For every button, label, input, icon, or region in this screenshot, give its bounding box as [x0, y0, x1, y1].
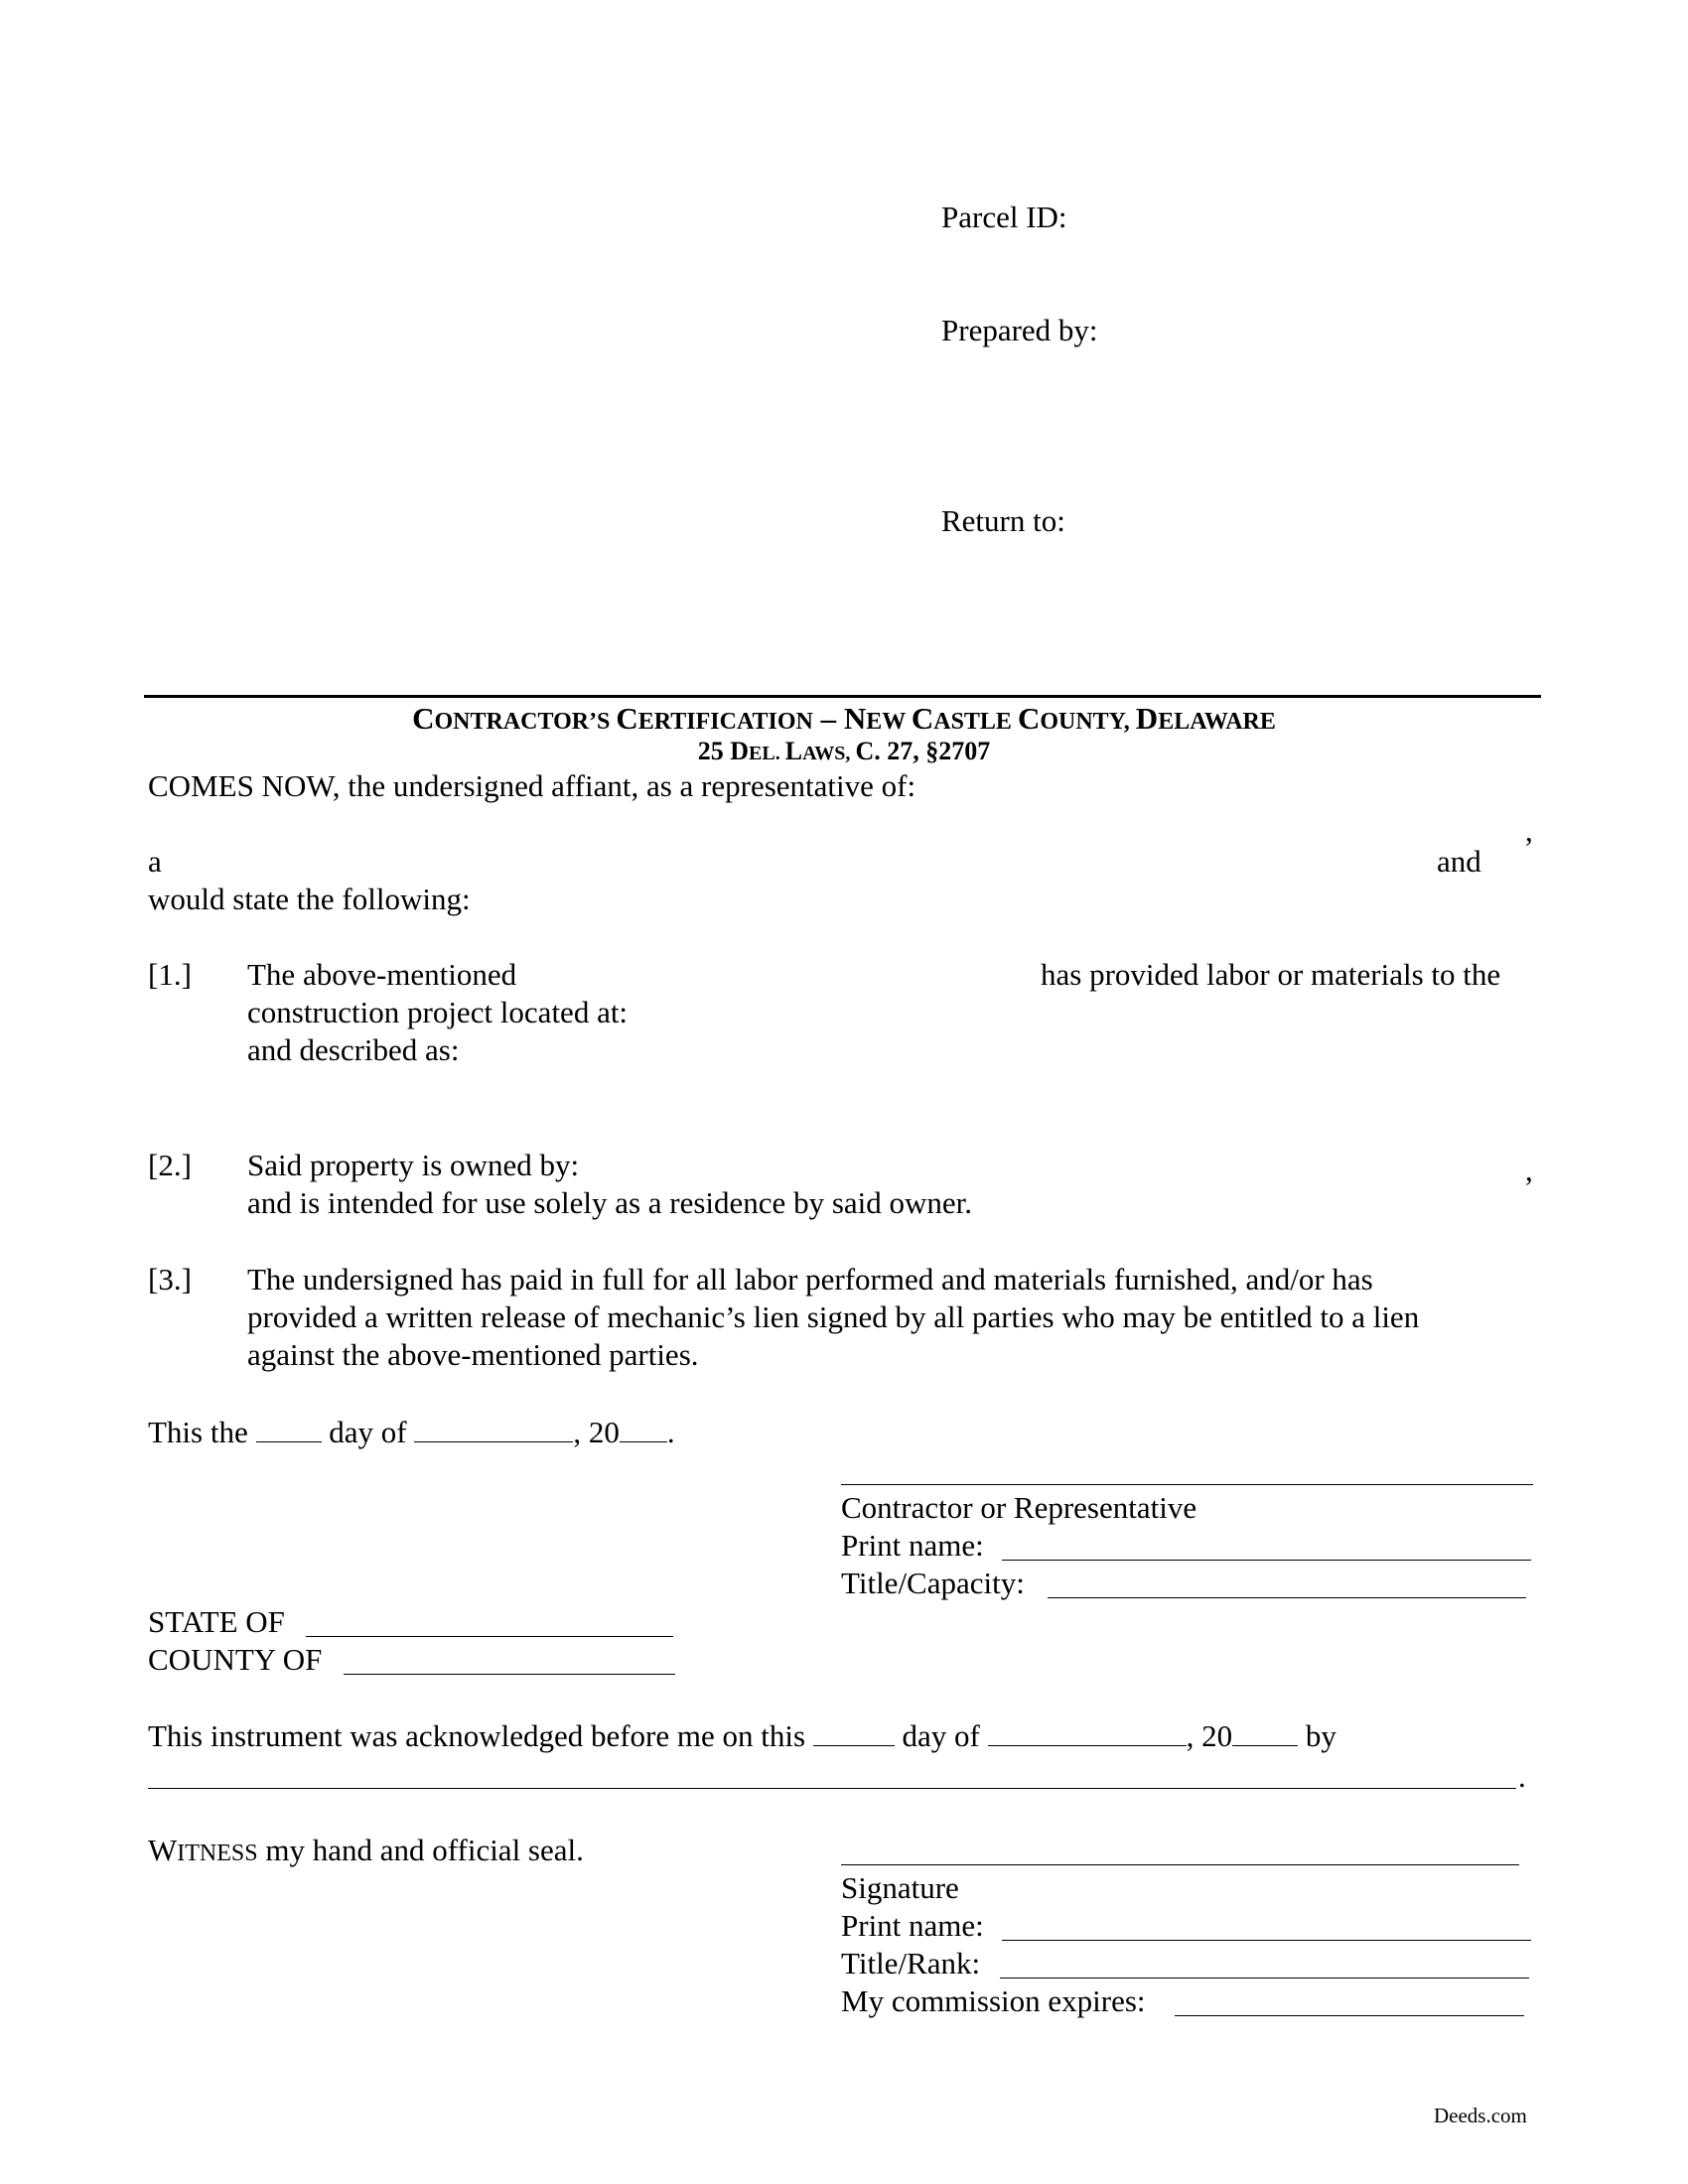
- comes-now-text: COMES NOW, the undersigned affiant, as a representative of:: [148, 768, 916, 803]
- item-2-number: [2.]: [148, 1148, 192, 1182]
- item-2-comma: ,: [1525, 1153, 1533, 1187]
- item-3-text-c: against the above-mentioned parties.: [247, 1337, 699, 1372]
- intro-and: and: [1437, 844, 1481, 879]
- ack-day-blank[interactable]: [813, 1744, 895, 1746]
- ack-month-blank[interactable]: [988, 1744, 1187, 1746]
- item-1-text-c: construction project located at:: [247, 995, 629, 1029]
- county-of-label: COUNTY OF: [148, 1642, 323, 1677]
- footer-brand: Deeds.com: [1434, 2104, 1527, 2127]
- intro-comma: ,: [1525, 813, 1533, 848]
- county-of-line[interactable]: [344, 1674, 675, 1675]
- item-3-number: [3.]: [148, 1262, 192, 1297]
- notary-title-line[interactable]: [1000, 1978, 1529, 1979]
- witness-text: WITNESS my hand and official seal.: [148, 1833, 584, 1867]
- header-divider: [144, 695, 1541, 698]
- item-2-text-b: and is intended for use solely as a residence by said owner.: [247, 1185, 973, 1220]
- month-blank[interactable]: [414, 1440, 573, 1442]
- year-blank[interactable]: [620, 1440, 667, 1442]
- execution-date-line: This the day of , 20 .: [148, 1415, 675, 1449]
- ack-year-blank[interactable]: [1232, 1744, 1298, 1746]
- return-to-label: Return to:: [941, 503, 1065, 538]
- ack-period: .: [1518, 1759, 1526, 1794]
- document-title: CONTRACTOR’S CERTIFICATION – NEW CASTLE COUNTY, DELAWARE: [412, 701, 1276, 736]
- notary-print-name-label: Print name:: [841, 1908, 984, 1943]
- contractor-signature-line[interactable]: [841, 1484, 1533, 1485]
- notary-title-label: Title/Rank:: [841, 1946, 981, 1980]
- statute-citation: 25 DEL. LAWS, C. 27, §2707: [697, 737, 991, 765]
- commission-expires-label: My commission expires:: [841, 1983, 1146, 2018]
- state-of-label: STATE OF: [148, 1604, 285, 1639]
- item-3-text-a: The undersigned has paid in full for all labor performed and materials furnished, and/or has: [247, 1262, 1373, 1297]
- day-blank[interactable]: [256, 1440, 322, 1442]
- item-1-text-b: has provided labor or materials to the: [1041, 957, 1501, 992]
- commission-expires-line[interactable]: [1175, 2015, 1524, 2016]
- intro-a: a: [148, 844, 162, 879]
- contractor-sig-label: Contractor or Representative: [841, 1490, 1197, 1525]
- notary-signature-line[interactable]: [841, 1864, 1519, 1865]
- contractor-title-line[interactable]: [1048, 1597, 1526, 1598]
- item-3-text-b: provided a written release of mechanic’s lien signed by all parties who may be entitled to a lien: [247, 1299, 1420, 1334]
- would-state-text: would state the following:: [148, 882, 471, 916]
- state-of-line[interactable]: [306, 1636, 673, 1637]
- parcel-id-label: Parcel ID:: [941, 200, 1067, 234]
- item-1-text-d: and described as:: [247, 1032, 460, 1067]
- notary-print-name-line[interactable]: [1002, 1940, 1531, 1941]
- contractor-print-name-line[interactable]: [1002, 1560, 1531, 1561]
- item-2-text-a: Said property is owned by:: [247, 1148, 580, 1182]
- contractor-title-label: Title/Capacity:: [841, 1566, 1025, 1600]
- acknowledged-by-line[interactable]: [148, 1788, 1516, 1789]
- prepared-by-label: Prepared by:: [941, 313, 1098, 347]
- notary-signature-label: Signature: [841, 1870, 959, 1905]
- item-1-text-a: The above-mentioned: [247, 957, 517, 992]
- item-1-number: [1.]: [148, 957, 192, 992]
- contractor-print-name-label: Print name:: [841, 1528, 984, 1563]
- acknowledgment-line: This instrument was acknowledged before me on this day of , 20 by: [148, 1718, 1336, 1753]
